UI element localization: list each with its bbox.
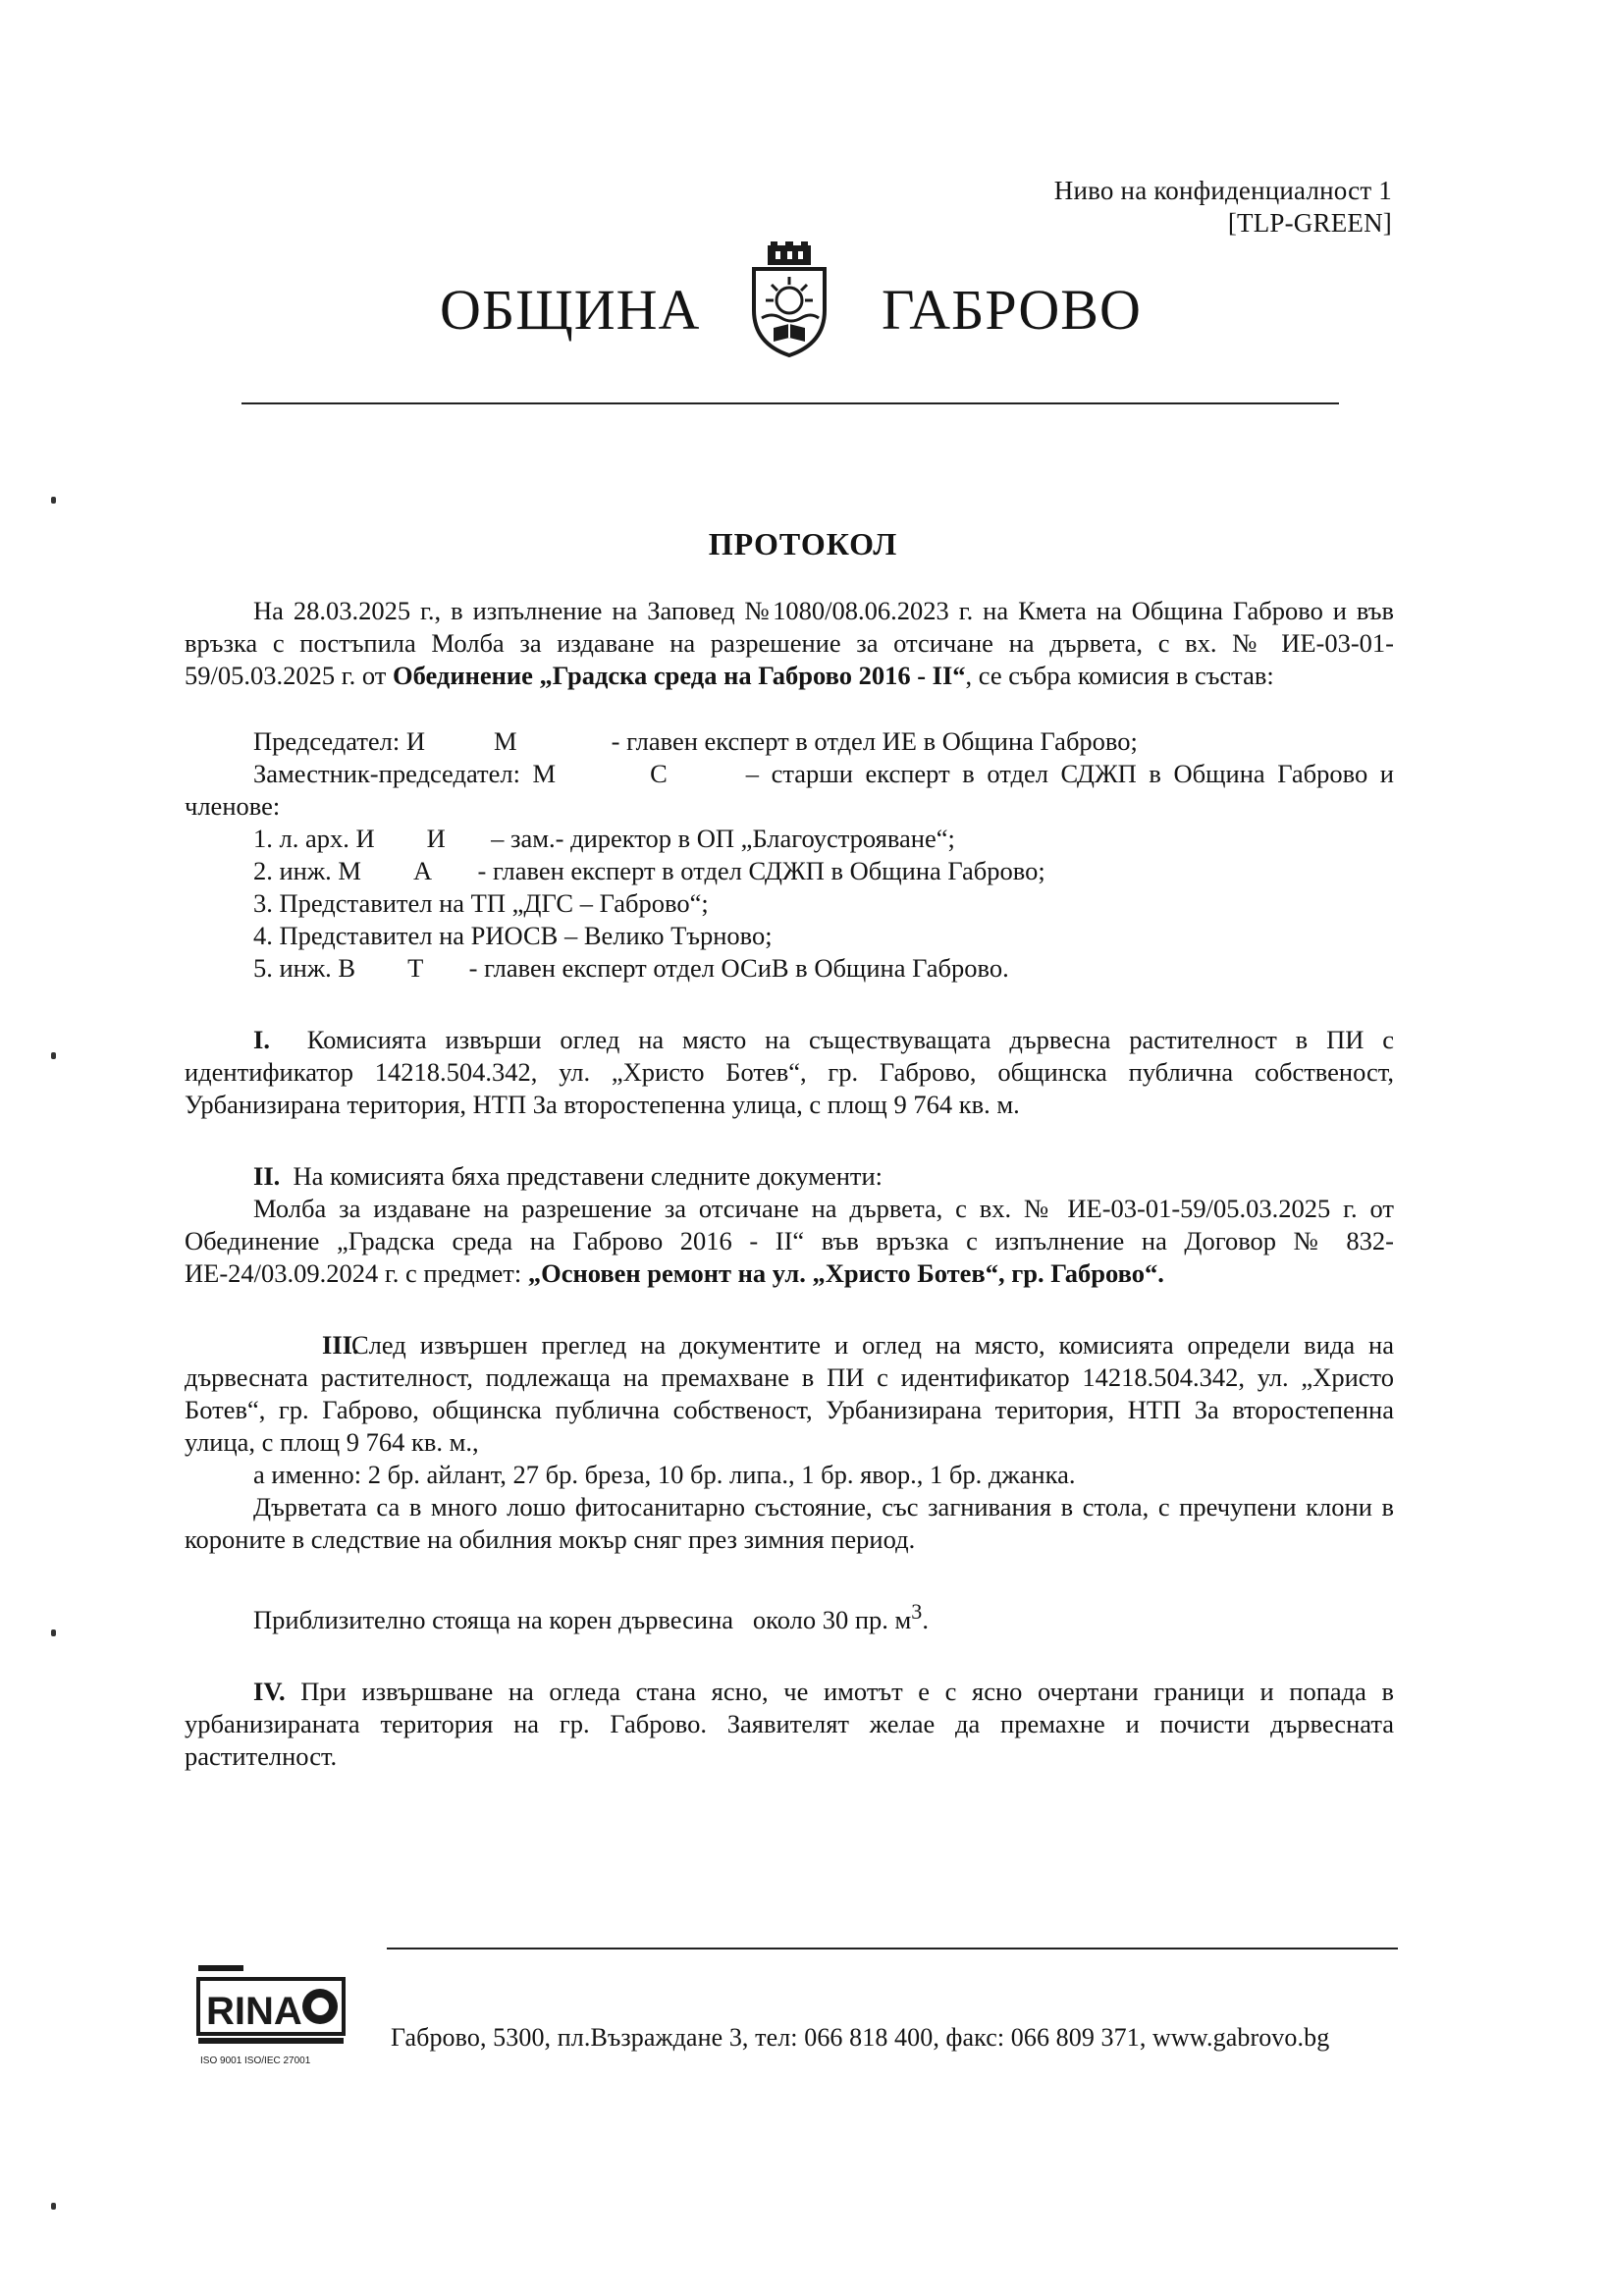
org-name-city: ГАБРОВО [882, 278, 1142, 342]
intro-paragraph [185, 595, 1394, 692]
section-number: III. [322, 1330, 359, 1360]
section-number: IV. [253, 1676, 286, 1706]
confidentiality-label [1054, 175, 1392, 240]
confidentiality-level: Ниво на конфиденциалност 1 [1053, 176, 1392, 205]
rina-certification-logo [196, 1965, 346, 2071]
section-4 [185, 1676, 1394, 1773]
section-2-lead [185, 1160, 1394, 1193]
timber-volume: Приблизително стояща на корен дървесина около 30 пр. $м^3$. [253, 1599, 929, 1634]
list-item: 3. Представител на ТП „ДГС – Габрово“; [253, 888, 709, 918]
tlp-label: [TLP-GREEN] [1227, 207, 1392, 238]
commission-chair: Председател: И М - главен експерт в отдел ИЕ в Община Габрово; [253, 726, 1138, 756]
org-name-municipality: ОБЩИНА [440, 278, 701, 342]
tree-list: а именно: 2 бр. айлант, 27 бр. бреза, 10 бр. липа., 1 бр. явор., 1 бр. джанка. [253, 1460, 1076, 1489]
section-2-body [185, 1193, 1394, 1290]
scan-mark [51, 1629, 56, 1636]
list-item: 2. инж. М А - главен експерт в отдел СДЖП в Община Габрово; [253, 856, 1045, 885]
commission-vice-chair: Заместник-председател: М С – старши експерт в отдел СДЖП в Община Габрово и членове: [185, 759, 1394, 821]
section-text: На комисията бяха представени следните документи: [293, 1161, 883, 1191]
scan-mark [51, 497, 56, 504]
commission-member-list [185, 823, 1394, 985]
section-number: I. [253, 1025, 270, 1054]
logo-text: RINA [206, 1990, 302, 2033]
logo-caption: ISO 9001 ISO/IEC 27001 [200, 2056, 311, 2066]
section-3 [185, 1329, 1394, 1459]
list-item: 4. Представител на РИОСВ – Велико Търново; [253, 921, 773, 950]
coat-of-arms-icon [744, 241, 834, 359]
section-text: При извършване на огледа стана ясно, че имотът е с ясно очертани граници и попада в урбанизираната територия на гр. Габрово. Заявителят желае да премахне и почисти дървесната растителност. [185, 1676, 1395, 1771]
protocol-body [185, 595, 1394, 1773]
contract-subject: „Основен ремонт на ул. „Христо Ботев“, гр. Габрово“. [527, 1258, 1164, 1288]
footer-divider [387, 1948, 1398, 1949]
section-number: II. [253, 1161, 281, 1191]
list-item: 1. л. арх. И И – зам.- директор в ОП „Благоустрояване“; [253, 824, 955, 853]
scan-mark [51, 1052, 56, 1059]
intro-text-start: На 28.03.2025 г., в изпълнение на Заповед №1080/08.06.2023 г. на Кмета на Община Габрово и във връзка с постъпила Молба за издаване на разрешение за отсичане на дървета, с вх. № ИЕ-03-01-59/05.03.2025 г. от [185, 596, 1394, 690]
tree-condition: Дърветата са в много лошо фитосанитарно състояние, със загнивания в стола, с пречупени клони в короните в следствие на обилния мокър сняг през зимния период. [185, 1492, 1394, 1554]
applicant-name: Обединение „Градска среда на Габрово 2016 - II“ [392, 661, 966, 690]
municipality-address: Габрово, 5300, пл.Възраждане 3, тел: 066 818 400, факс: 066 809 371, www.gabrovo.bg [391, 2023, 1330, 2052]
section-text: Молба за издаване на разрешение за отсичане на дървета, с вх. № ИЕ-03-01-59/05.03.2025 г. от Обединение „Градска среда на Габрово 2016 - II“ във връзка с изпълнение на Договор № 832-ИЕ-24/03.09.2024 г. с предмет: [185, 1194, 1394, 1288]
document-title: ПРОТОКОЛ [708, 526, 898, 561]
section-text: След извършен преглед на документите и оглед на място, комисията определи вида на дървесната растителност, подлежаща на премахване в ПИ с идентификатор 14218.504.342, ул. „Христо Ботев“, гр. Габрово, общинска публична собственост, Урбанизирана територия, НТП За второстепенна улица, с площ 9 764 кв. м., [185, 1330, 1394, 1457]
header-divider [241, 402, 1339, 404]
scan-mark [51, 2203, 56, 2210]
list-item: 5. инж. В Т - главен експерт отдел ОСиВ в Община Габрово. [253, 953, 1009, 983]
section-1 [185, 1024, 1394, 1121]
section-text: Комисията извърши оглед на място на съществуващата дървесна растителност в ПИ с идентификатор 14218.504.342, ул. „Христо Ботев“, гр. Габрово, общинска публична собственост, Урбанизирана територия, НТП За второстепенна улица, с площ 9 764 кв. м. [185, 1025, 1395, 1119]
intro-text-end: , се събра комисия в състав: [965, 661, 1274, 690]
